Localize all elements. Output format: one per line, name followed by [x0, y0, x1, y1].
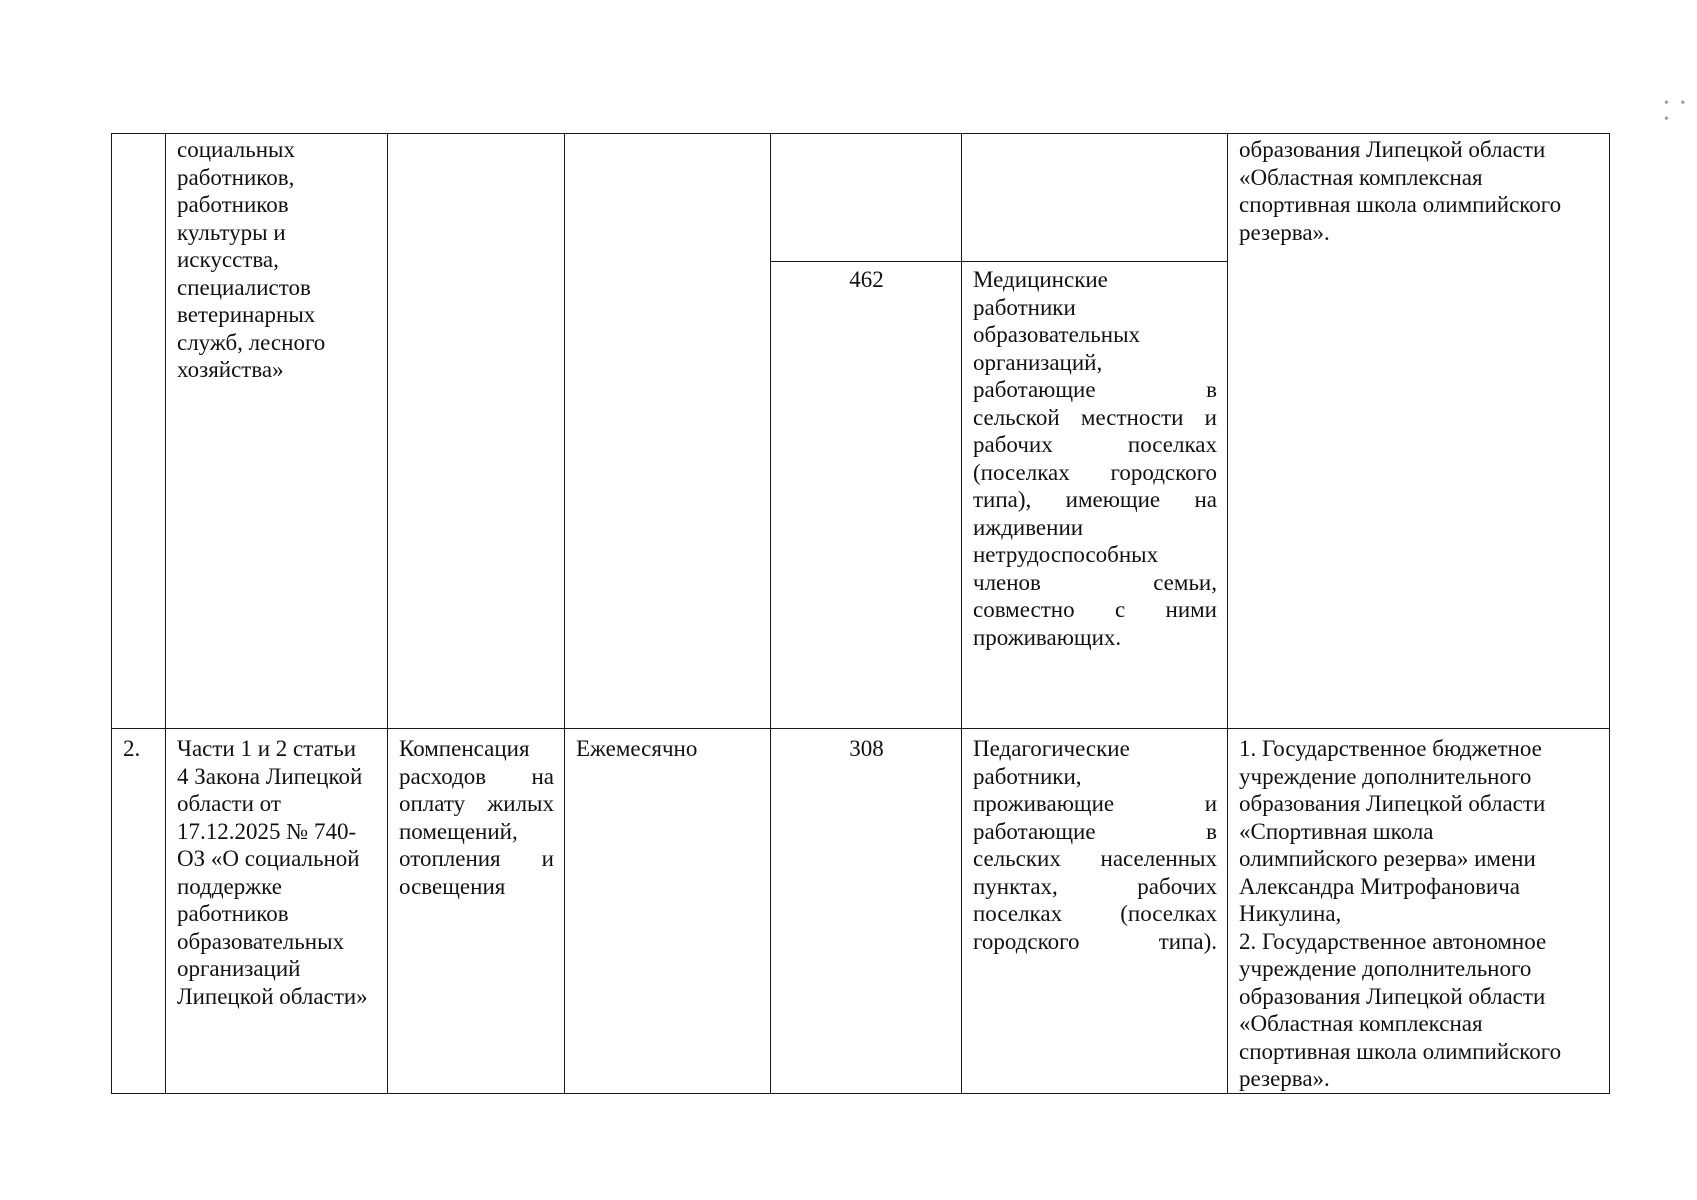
support-measure-text	[399, 735, 554, 900]
text-line: расходов на	[399, 763, 554, 789]
text-line: городского типа).	[973, 928, 1217, 954]
legal-basis-cell: социальных работников, работников культуры и искусства, специалистов ветеринарных служб, лесного хозяйства»	[166, 134, 388, 729]
table-row	[112, 729, 1610, 1094]
text-line: иждивении	[973, 514, 1084, 540]
text-line: типа), имеющие на	[973, 487, 1217, 512]
benefits-table	[111, 133, 1610, 1094]
institutions-cell: 1. Государственное бюджетное учреждение дополнительного образования Липецкой области «Спортивная школа олимпийского резерва» имени Александра Митрофановича Никулина, 2. Государственное автономное учреждение дополнительного образования Липецкой области «Областная комплексная спортивная школа олимпийского резерва».	[1228, 729, 1610, 1094]
recipient-category-cell	[962, 262, 1228, 729]
row-number-cell: 2.	[112, 729, 166, 1094]
text-line: работники,	[973, 763, 1082, 789]
text-line: освещения	[399, 873, 506, 899]
row-number-cell	[112, 134, 166, 729]
text-line: оплату жилых	[399, 791, 554, 816]
text-line: поселках (поселках	[973, 901, 1217, 926]
recipient-category-cell	[962, 729, 1228, 1094]
text-line: проживающие и	[973, 791, 1217, 816]
category-code-cell: 308	[771, 729, 962, 1094]
text-line: отопления и	[399, 846, 554, 871]
support-measure-cell	[388, 729, 565, 1094]
text-line: помещений,	[399, 818, 518, 844]
page-corner-marks: • • •	[1664, 96, 1690, 127]
text-line: организаций,	[973, 349, 1103, 375]
text-line: Компенсация	[399, 736, 530, 761]
text-line: сельской местности и	[973, 404, 1217, 430]
legal-basis-cell: Части 1 и 2 статьи 4 Закона Липецкой области от 17.12.2025 № 740- ОЗ «О социальной поддержке работников образовательных организаций Липецкой области»	[166, 729, 388, 1094]
text-line: нетрудоспособных	[973, 542, 1159, 567]
recipient-category-text	[973, 266, 1217, 651]
periodicity-cell: Ежемесячно	[565, 729, 771, 1094]
text-line: образовательных	[973, 322, 1141, 347]
text-line: проживающих.	[973, 624, 1122, 650]
category-code-cell	[771, 134, 962, 262]
recipient-category-text	[973, 735, 1217, 955]
institutions-cell: образования Липецкой области «Областная комплексная спортивная школа олимпийского резерва».	[1228, 134, 1610, 729]
text-line: (поселках городского	[973, 459, 1217, 485]
table-row	[112, 134, 1610, 262]
text-line: членов семьи,	[973, 569, 1217, 595]
text-line: работники	[973, 294, 1076, 320]
text-line: совместно с ними	[973, 597, 1217, 622]
text-line: Медицинские	[973, 267, 1108, 292]
category-code-cell: 462	[771, 262, 962, 729]
text-line: работающие в	[973, 818, 1217, 844]
text-line: рабочих поселках	[973, 432, 1217, 457]
text-line: пунктах, рабочих	[973, 873, 1217, 899]
periodicity-cell	[565, 134, 771, 729]
recipient-category-cell	[962, 134, 1228, 262]
text-line: Педагогические	[973, 736, 1130, 761]
support-measure-cell	[388, 134, 565, 729]
text-line: сельских населенных	[973, 846, 1217, 871]
text-line: работающие в	[973, 377, 1217, 402]
